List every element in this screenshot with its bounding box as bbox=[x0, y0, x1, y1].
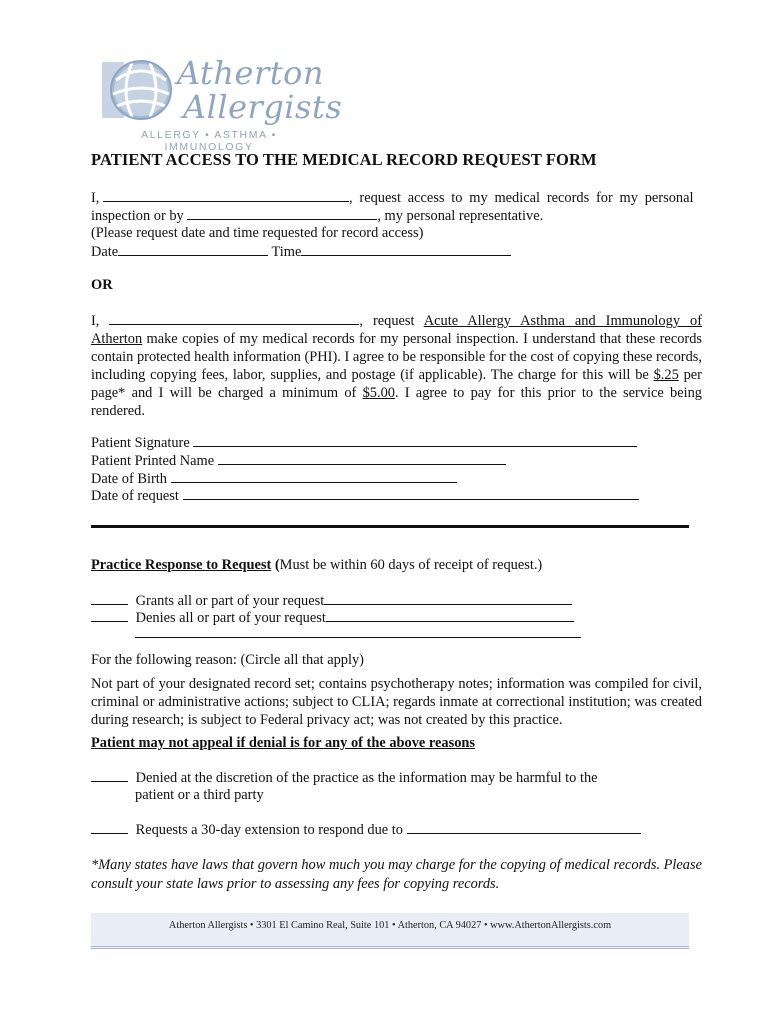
date-time-line: Date Time bbox=[91, 242, 511, 261]
access-time-blank[interactable] bbox=[301, 242, 511, 256]
patient-signature-line[interactable] bbox=[193, 433, 637, 447]
atherton-allergists-logo bbox=[97, 52, 343, 153]
denial-reasons: Not part of your designated record set; contains psychotherapy notes; information was compiled for civil, criminal or administrative actions; subject to CLIA; regards inmate at correctional institution; was created during research; is subject to Federal privacy act; was not created by this practice. bbox=[91, 676, 702, 728]
grants-detail-line[interactable] bbox=[324, 591, 572, 605]
denies-option: Denies all or part of your request bbox=[91, 608, 574, 627]
no-appeal-notice: Patient may not appeal if denial is for any of the above reasons bbox=[91, 735, 476, 751]
patient-name-blank[interactable] bbox=[103, 188, 349, 202]
logo-tagline: ALLERGY • ASTHMA • IMMUNOLOGY bbox=[141, 129, 277, 153]
logo-name-line1: Atherton bbox=[177, 54, 324, 92]
discretion-checkbox-line[interactable] bbox=[91, 768, 128, 782]
patient-signature-field bbox=[91, 433, 637, 452]
fee-footnote: *Many states have laws that govern how much you may charge for the copying of medical records. Please consult your state laws prior to assessing any fees for copying records. bbox=[91, 857, 702, 892]
patient-signature-label: Patient Signature bbox=[91, 435, 190, 451]
copy-requester-blank[interactable] bbox=[109, 311, 359, 325]
per-page-fee: $.25 bbox=[653, 367, 679, 383]
access-request-line1: I, , request access to my medical records for my personal bbox=[91, 190, 694, 206]
extension-date-line[interactable] bbox=[407, 820, 641, 834]
section-divider bbox=[91, 525, 689, 528]
grants-option: Grants all or part of your request bbox=[91, 591, 572, 610]
denies-extra-line[interactable] bbox=[135, 624, 581, 638]
denies-detail-line[interactable] bbox=[326, 608, 574, 622]
globe-logo-icon bbox=[102, 56, 176, 122]
access-date-blank[interactable] bbox=[118, 242, 268, 256]
footer-bar bbox=[91, 913, 689, 949]
denies-checkbox-line[interactable] bbox=[91, 608, 128, 622]
logo-name-line2: Allergists bbox=[183, 88, 343, 126]
grants-checkbox-line[interactable] bbox=[91, 591, 128, 605]
form-title: PATIENT ACCESS TO THE MEDICAL RECORD REQUEST FORM bbox=[91, 150, 597, 169]
date-of-birth-line[interactable] bbox=[171, 469, 457, 483]
practice-response-heading: Practice Response to Request (Must be within 60 days of receipt of request.) bbox=[91, 557, 543, 573]
access-request-line3: (Please request date and time requested for record access) bbox=[91, 225, 424, 241]
date-of-request-field bbox=[91, 486, 639, 505]
date-of-birth-label: Date of Birth bbox=[91, 471, 167, 487]
practice-name: Acute Allergy Asthma and Immunology of Atherton bbox=[91, 313, 702, 347]
copy-request-paragraph: I, , request Acute Allergy Asthma and Immunology of Atherton make copies of my medical records for my personal inspection. I understand that these records contain protected health information (PHI). I agree to be responsible for the cost of copying these records, including copying fees, labor, supplies, and postage (if applicable). The charge for this will be $.25 per page* and I will be charged a minimum of $5.00. I agree to pay for this prior to the service being rendered. bbox=[91, 313, 703, 419]
date-of-request-line[interactable] bbox=[183, 486, 639, 500]
patient-printed-name-line[interactable] bbox=[218, 451, 506, 465]
access-request-line2: inspection or by , my personal representative. bbox=[91, 208, 544, 224]
extension-checkbox-line[interactable] bbox=[91, 820, 128, 834]
discretion-denial-cont: patient or a third party bbox=[135, 787, 264, 803]
discretion-denial-option: Denied at the discretion of the practice as the information may be harmful to the bbox=[91, 768, 598, 787]
reason-intro: For the following reason: (Circle all that apply) bbox=[91, 652, 364, 668]
extension-option: Requests a 30-day extension to respond due to bbox=[91, 820, 641, 839]
or-separator: OR bbox=[91, 277, 113, 293]
patient-printed-name-label: Patient Printed Name bbox=[91, 453, 215, 469]
footer-address: Atherton Allergists • 3301 El Camino Real, Suite 101 • Atherton, CA 94027 • www.AthertonAllergists.com bbox=[168, 920, 612, 931]
date-of-request-label: Date of request bbox=[91, 488, 179, 504]
representative-name-blank[interactable] bbox=[187, 206, 377, 220]
minimum-fee: $5.00 bbox=[362, 385, 395, 401]
patient-printed-name-field bbox=[91, 451, 506, 470]
